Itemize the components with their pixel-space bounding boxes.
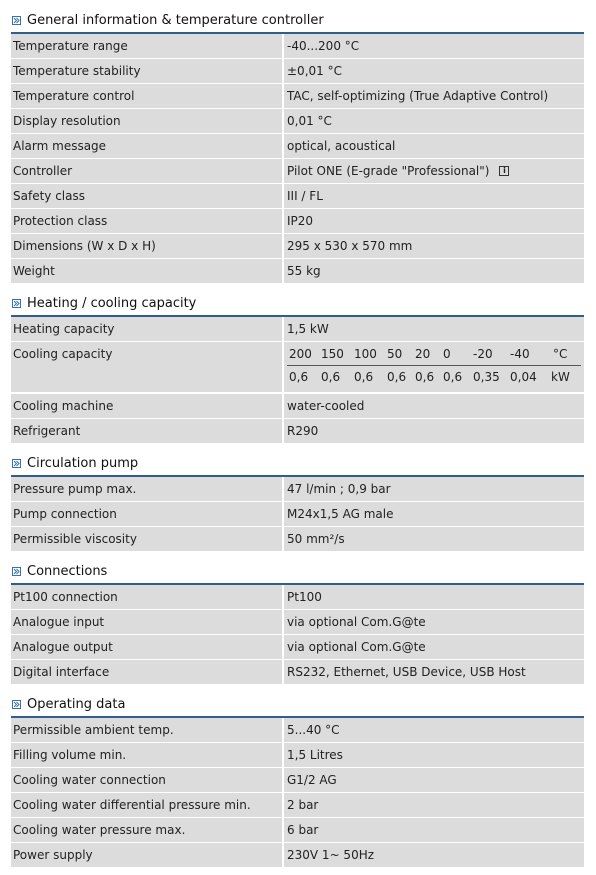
- row-label: Temperature control: [13, 89, 135, 103]
- row-value: 5...40 °C: [287, 723, 340, 737]
- row-value: TAC, self-optimizing (True Adaptive Control): [287, 89, 549, 103]
- cap-value: 0,6: [321, 370, 341, 384]
- cap-temp: 100: [354, 347, 377, 361]
- row-label: Refrigerant: [13, 424, 81, 438]
- table-row: [11, 610, 584, 634]
- cap-temp: -40: [510, 347, 530, 361]
- arrow-right-icon: [12, 459, 21, 468]
- row-label: Pressure pump max.: [13, 482, 137, 496]
- table-row: [11, 317, 584, 341]
- section-title: Heating / cooling capacity: [27, 295, 197, 311]
- section-title: Connections: [27, 563, 108, 579]
- table-row: [11, 234, 584, 258]
- table-row: [11, 477, 584, 501]
- cap-value: 0,6: [289, 370, 309, 384]
- row-label: Cooling water connection: [13, 773, 166, 787]
- row-label: Pump connection: [13, 507, 117, 521]
- cap-temp: 200: [289, 347, 312, 361]
- section-header-general[interactable]: [12, 10, 584, 30]
- row-label: Pt100 connection: [13, 590, 118, 604]
- row-value: 6 bar: [287, 823, 319, 837]
- cooling-capacity-table: [287, 344, 581, 387]
- row-label: Cooling machine: [13, 399, 114, 413]
- table-row: [11, 184, 584, 208]
- table-row: [11, 159, 584, 183]
- row-value: 47 l/min ; 0,9 bar: [287, 482, 391, 496]
- row-label: Permissible ambient temp.: [13, 723, 174, 737]
- table-row: [11, 259, 584, 283]
- cap-divider: [287, 365, 581, 366]
- controller-value: Pilot ONE (E-grade "Professional"): [287, 164, 490, 178]
- row-value: RS232, Ethernet, USB Device, USB Host: [287, 665, 526, 679]
- row-value: M24x1,5 AG male: [287, 507, 394, 521]
- row-value: 55 kg: [287, 264, 321, 278]
- arrow-right-icon: [12, 299, 21, 308]
- arrow-right-icon: [12, 567, 21, 576]
- row-value: [284, 159, 584, 183]
- row-value: G1/2 AG: [287, 773, 337, 787]
- row-value: R290: [287, 424, 319, 438]
- row-label: Analogue output: [13, 640, 113, 654]
- section-header-operating-data[interactable]: [12, 694, 584, 714]
- section-title: Circulation pump: [27, 455, 139, 471]
- arrow-right-icon: [12, 16, 21, 25]
- table-row: [11, 660, 584, 684]
- section-title: General information & temperature controller: [27, 12, 324, 28]
- table-row: [11, 635, 584, 659]
- table-row: [11, 134, 584, 158]
- row-label: Cooling water pressure max.: [13, 823, 186, 837]
- row-label: Power supply: [13, 848, 93, 862]
- cap-value: 0,6: [443, 370, 463, 384]
- row-value: III / FL: [287, 189, 323, 203]
- cap-temp-unit: °C: [553, 347, 568, 361]
- cooling-temperatures-row: [287, 344, 581, 364]
- cap-value: 0,6: [387, 370, 407, 384]
- row-label: Protection class: [13, 214, 108, 228]
- cap-temp: 50: [387, 347, 403, 361]
- row-value: water-cooled: [287, 399, 365, 413]
- cap-value-unit: kW: [551, 370, 570, 384]
- table-row: [11, 768, 584, 792]
- row-label: Display resolution: [13, 114, 121, 128]
- cap-value: 0,04: [510, 370, 537, 384]
- cap-temp: 20: [415, 347, 431, 361]
- table-row: [11, 743, 584, 767]
- table-row: [11, 843, 584, 867]
- arrow-right-icon: [12, 700, 21, 709]
- cap-value: 0,35: [473, 370, 500, 384]
- row-value: 295 x 530 x 570 mm: [287, 239, 413, 253]
- row-label: Safety class: [13, 189, 85, 203]
- row-label: Analogue input: [13, 615, 105, 629]
- row-label: Dimensions (W x D x H): [13, 239, 156, 253]
- section-header-heating-cooling[interactable]: [12, 293, 584, 313]
- row-value: 1,5 kW: [287, 322, 329, 336]
- row-label: Controller: [13, 164, 73, 178]
- row-value: ±0,01 °C: [287, 64, 342, 78]
- table-row: [11, 394, 584, 418]
- row-value: 2 bar: [287, 798, 319, 812]
- cap-value: 0,6: [354, 370, 374, 384]
- row-label: Alarm message: [13, 139, 107, 153]
- row-value: via optional Com.G@te: [287, 615, 426, 629]
- row-value: 0,01 °C: [287, 114, 332, 128]
- info-icon[interactable]: i: [499, 166, 509, 176]
- row-value: 1,5 Litres: [287, 748, 343, 762]
- row-label: Weight: [13, 264, 55, 278]
- row-label: Cooling water differential pressure min.: [13, 798, 251, 812]
- table-row: [11, 818, 584, 842]
- section-header-circulation-pump[interactable]: [12, 453, 584, 473]
- row-label: Digital interface: [13, 665, 110, 679]
- row-label: Heating capacity: [13, 322, 115, 336]
- row-value: Pt100: [287, 590, 322, 604]
- row-value: 50 mm²/s: [287, 532, 345, 546]
- table-row: [11, 585, 584, 609]
- row-value: -40...200 °C: [287, 39, 360, 53]
- cooling-values-row: [287, 367, 581, 387]
- table-row: [11, 59, 584, 83]
- section-title: Operating data: [27, 696, 126, 712]
- row-value: 230V 1~ 50Hz: [287, 848, 375, 862]
- table-row: [11, 502, 584, 526]
- table-row: [11, 342, 584, 392]
- table-row: [11, 34, 584, 58]
- row-label: Cooling capacity: [13, 347, 113, 361]
- table-row: [11, 84, 584, 108]
- section-header-connections[interactable]: [12, 561, 584, 581]
- row-label: Temperature range: [13, 39, 128, 53]
- cap-temp: -20: [473, 347, 493, 361]
- row-value: via optional Com.G@te: [287, 640, 426, 654]
- cap-temp: 0: [443, 347, 451, 361]
- table-row: [11, 419, 584, 443]
- row-label: Filling volume min.: [13, 748, 127, 762]
- cap-temp: 150: [321, 347, 344, 361]
- table-row: [11, 793, 584, 817]
- row-label: Temperature stability: [13, 64, 141, 78]
- table-row: [11, 527, 584, 551]
- cap-value: 0,6: [415, 370, 435, 384]
- table-row: [11, 718, 584, 742]
- table-row: [11, 109, 584, 133]
- table-row: [11, 209, 584, 233]
- row-value: IP20: [287, 214, 314, 228]
- row-label: Permissible viscosity: [13, 532, 137, 546]
- row-value: optical, acoustical: [287, 139, 396, 153]
